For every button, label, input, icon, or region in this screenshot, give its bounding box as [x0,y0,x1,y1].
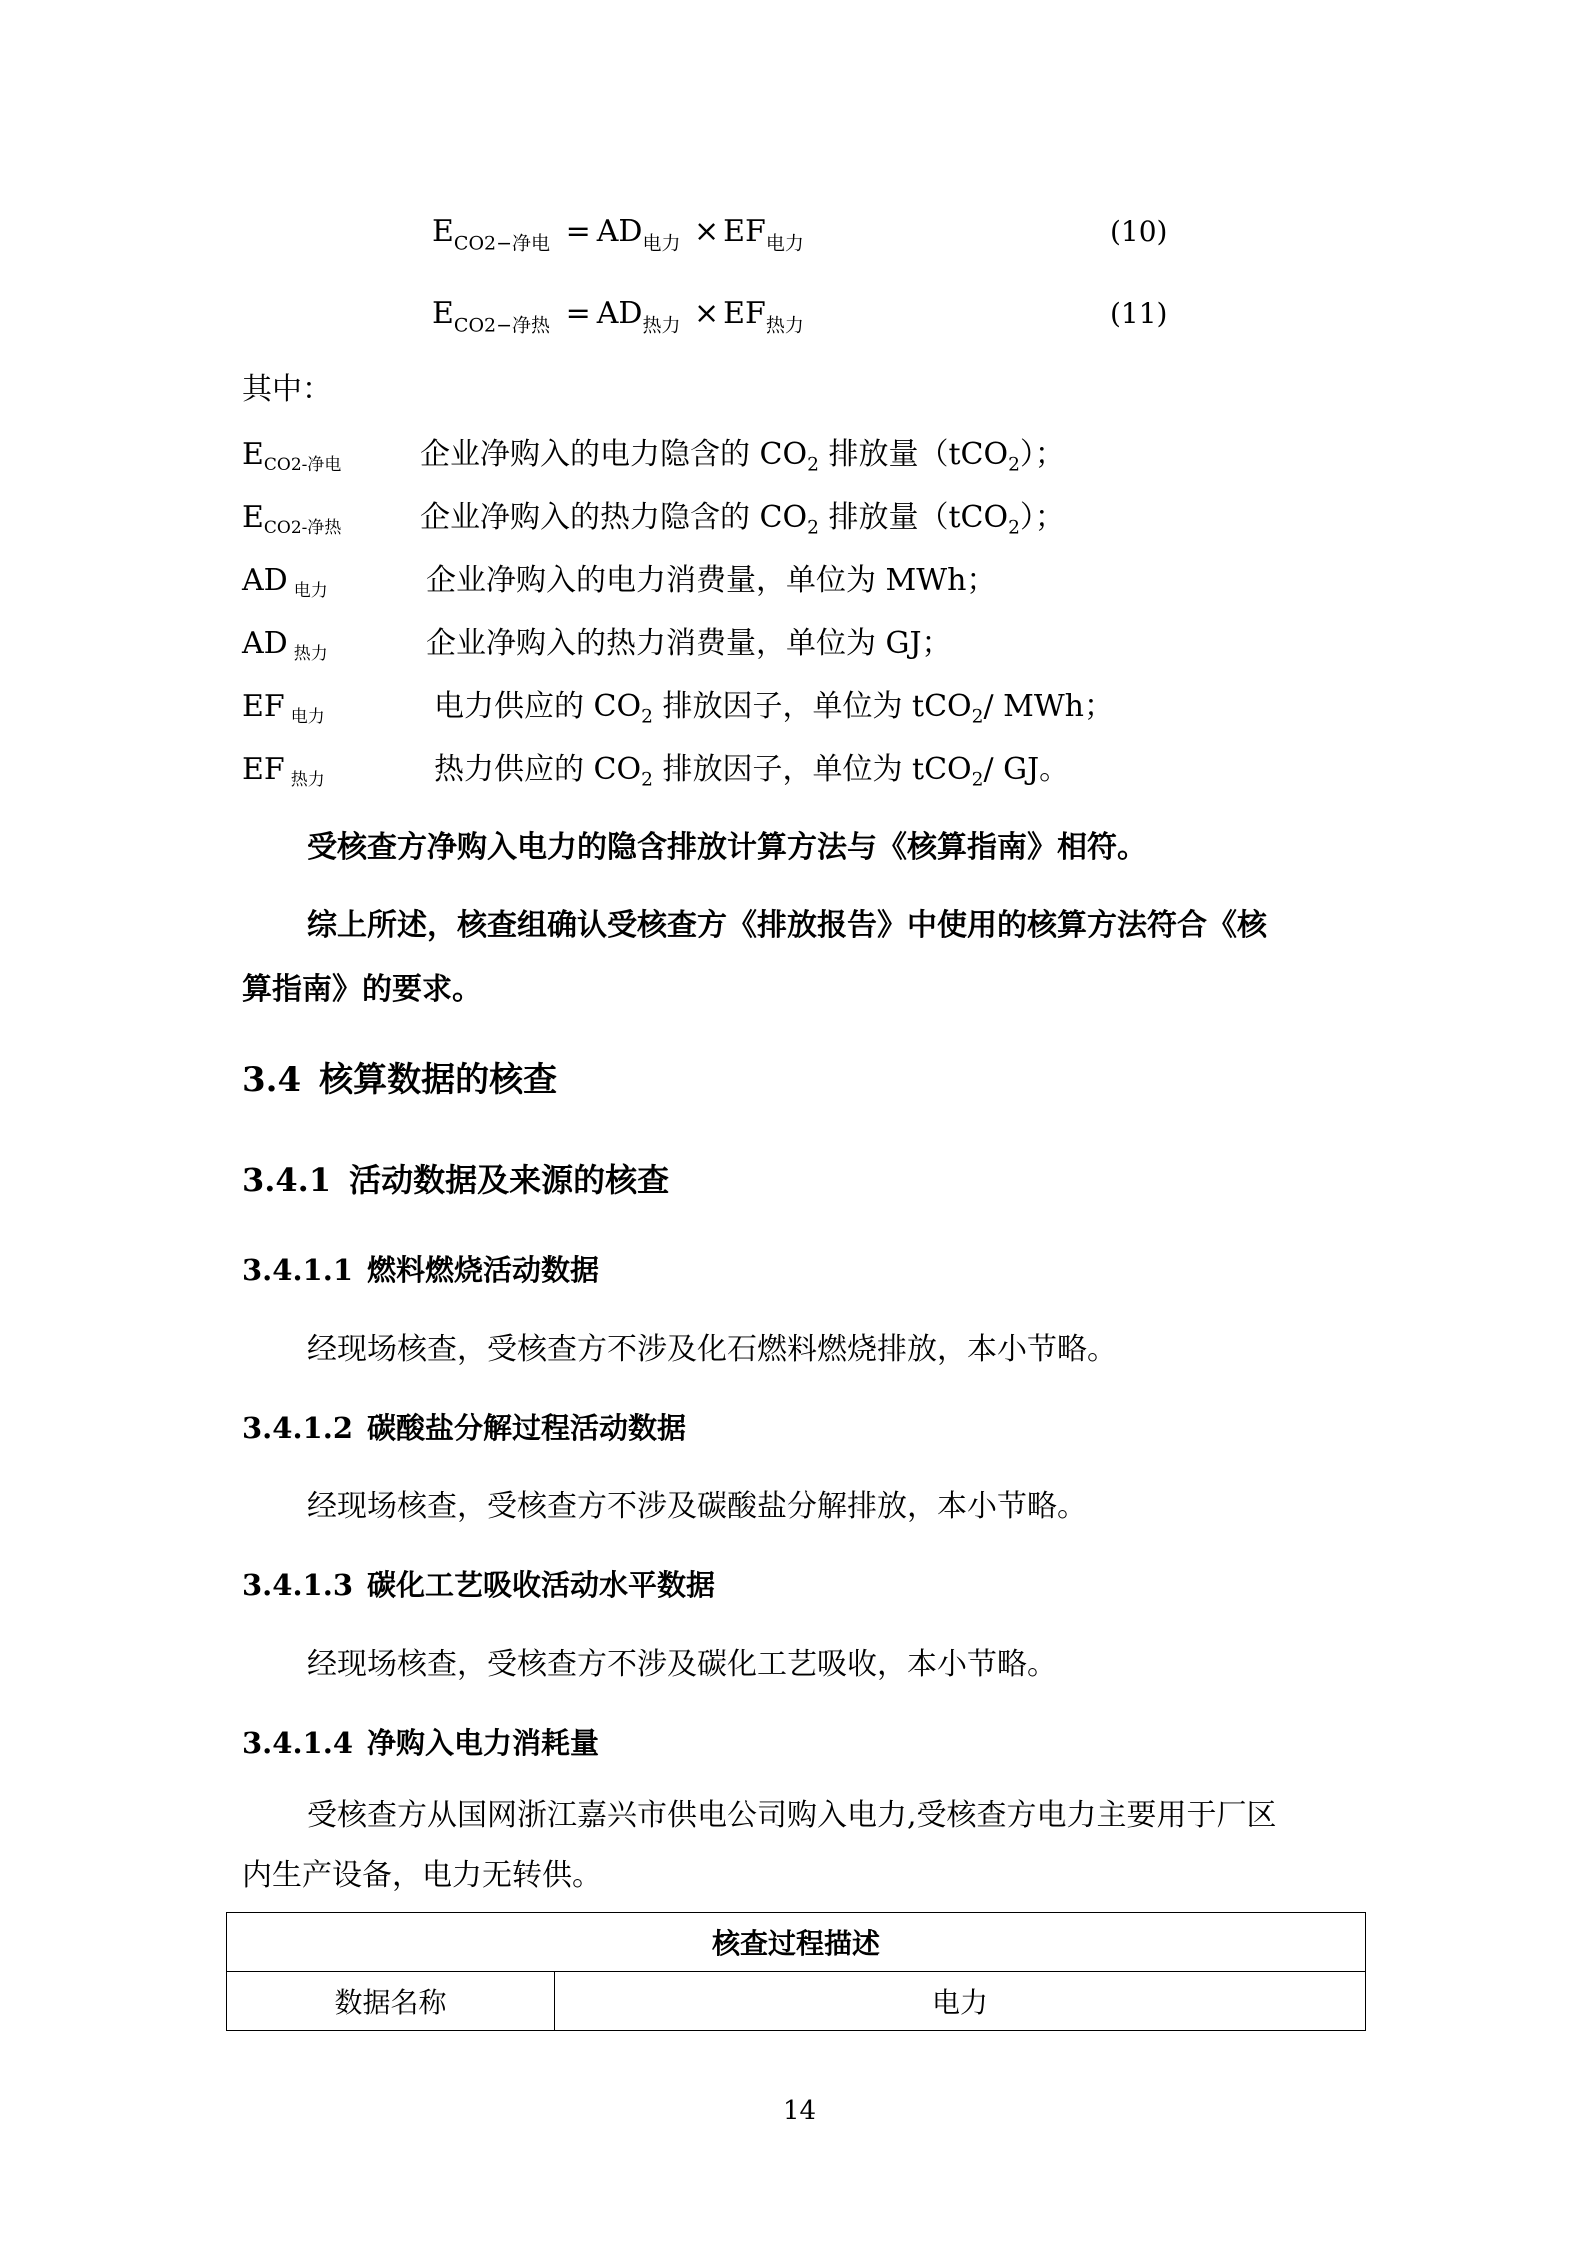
subsection-text-3-4-1-2: 经现场核查，受核查方不涉及碳酸盐分解排放，本小节略。 [307,1489,1087,1524]
def-symbol-ad-heat: AD $_{热力}$ [242,626,328,664]
table-cell-value: 电力 [555,1972,1366,2031]
def-symbol-e-net-electric: $E_{CO2-净电}$ [242,437,342,475]
def-desc-ad-heat: 企业净购入的热力消费量，单位为 GJ； [426,626,952,661]
def-desc-e-net-heat: 企业净购入的热力隐含的 $CO_2$ 排放量（tCO$_2$）； [420,500,1065,539]
subsection-text-3-4-1-4-line-2: 内生产设备，电力无转供。 [242,1858,602,1893]
table-header-cell: 核查过程描述 [227,1913,1366,1972]
section-heading-3-4-1: 3.4.1 活动数据及来源的核查 [242,1161,670,1199]
section-heading-3-4: 3.4 核算数据的核查 [242,1060,558,1100]
equation-number-11: (11) [1110,297,1168,330]
subsection-text-3-4-1-3: 经现场核查，受核查方不涉及碳化工艺吸收，本小节略。 [307,1647,1057,1682]
table-cell-label: 数据名称 [227,1972,555,2031]
def-desc-e-net-electric: 企业净购入的电力隐含的 $CO_2$ 排放量（tCO$_2$）； [420,437,1065,476]
equation-number-10: (10) [1110,215,1168,248]
table-header-row [227,1913,1366,1972]
conclusion-paragraph-2-line-2: 算指南》的要求。 [242,972,482,1007]
equation-10: $E_{CO2-净电} = AD_{电力} \times EF_{电力}$ [432,214,804,255]
conclusion-paragraph-1: 受核查方净购入电力的隐含排放计算方法与《核算指南》相符。 [307,830,1147,865]
def-symbol-ef-heat: EF $_{热力}$ [242,752,325,790]
equation-11: $E_{CO2-净热} = AD_{热力} \times EF_{热力}$ [432,296,804,337]
table-row [227,1972,1366,2031]
subsection-text-3-4-1-4-line-1: 受核查方从国网浙江嘉兴市供电公司购入电力,受核查方电力主要用于厂区 [307,1798,1277,1833]
subsection-heading-3-4-1-3: 3.4.1.3 碳化工艺吸收活动水平数据 [242,1568,716,1602]
def-symbol-ad-electric: AD $_{电力}$ [242,563,328,601]
subsection-text-3-4-1-1: 经现场核查，受核查方不涉及化石燃料燃烧排放，本小节略。 [307,1332,1117,1367]
subsection-heading-3-4-1-1: 3.4.1.1 燃料燃烧活动数据 [242,1253,600,1287]
page-number: 14 [783,2096,817,2126]
subsection-heading-3-4-1-4: 3.4.1.4 净购入电力消耗量 [242,1726,600,1760]
conclusion-paragraph-2-line-1: 综上所述，核查组确认受核查方《排放报告》中使用的核算方法符合《核 [307,908,1267,943]
def-desc-ef-electric: 电力供应的 $CO_2$ 排放因子，单位为 tCO$_2$/ MWh； [434,689,1114,728]
verification-process-table [226,1912,1366,2031]
subsection-heading-3-4-1-2: 3.4.1.2 碳酸盐分解过程活动数据 [242,1411,687,1445]
where-label: 其中： [242,372,332,407]
def-symbol-e-net-heat: $E_{CO2-净热}$ [242,500,342,538]
def-desc-ef-heat: 热力供应的 $CO_2$ 排放因子，单位为 tCO$_2$/ GJ。 [434,752,1070,791]
def-symbol-ef-electric: EF $_{电力}$ [242,689,325,727]
def-desc-ad-electric: 企业净购入的电力消费量，单位为 MWh； [426,563,997,598]
